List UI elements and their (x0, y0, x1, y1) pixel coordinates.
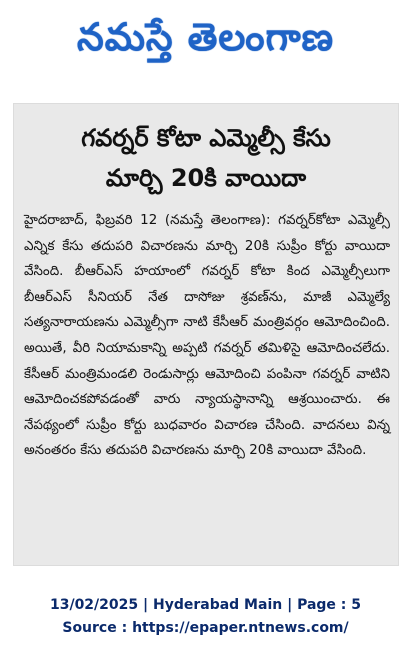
article-clipping (13, 103, 399, 566)
article-headline (14, 104, 398, 198)
edition-info: 13/02/2025 | Hyderabad Main | Page : 5 (49, 597, 362, 613)
article-body: హైదరాబాద్, ఫిబ్రవరి 12 (నమస్తే తెలంగాణ): గవర్నర్‌కోటా ఎమ్మెల్సీ ఎన్నిక కేసు తదుపరి విచారణను మార్చి 20కి సుప్రీం కోర్టు వాయిదా వేసింది. బీఆర్ఎస్ హయాంలో గవర్నర్ కోటా కింద ఎమ్మెల్సీలుగా బీఆర్ఎస్ సీనియర్ నేత దాసోజు శ్రవణ్‌ను, మాజీ ఎమ్మెల్యే సత్యనారాయణను ఎమ్మెల్సీగా నాటి కేసీఆర్ మంత్రివర్గం ఆమోదించింది. అయితే, వీరి నియామకాన్ని అప్పటి గవర్నర్ తమిళిసై ఆమోదించలేదు. కేసీఆర్ మంత్రిమండలి రెండుసార్లు ఆమోదించి పంపినా గవర్నర్ వాటిని ఆమోదించకపోవడంతో వారు న్యాయస్థానాన్ని ఆశ్రయించారు. ఈ నేపథ్యంలో సుప్రీం కోర్టు బుధవారం విచారణ చేసింది. వాదనలు విన్న అనంతరం కేసు తదుపరి విచారణను మార్చి 20కి వాయిదా వేసింది. (24, 213, 390, 459)
headline-line-2: మార్చి 20కి వాయిదా (105, 164, 307, 192)
source-link[interactable]: Source : https://epaper.ntnews.com/ (62, 620, 349, 636)
masthead-title: నమస్తే తెలంగాణ (77, 15, 334, 59)
newspaper-masthead (0, 0, 411, 84)
headline-line-1: గవర్నర్ కోటా ఎమ్మెల్సీ కేసు (81, 124, 331, 152)
